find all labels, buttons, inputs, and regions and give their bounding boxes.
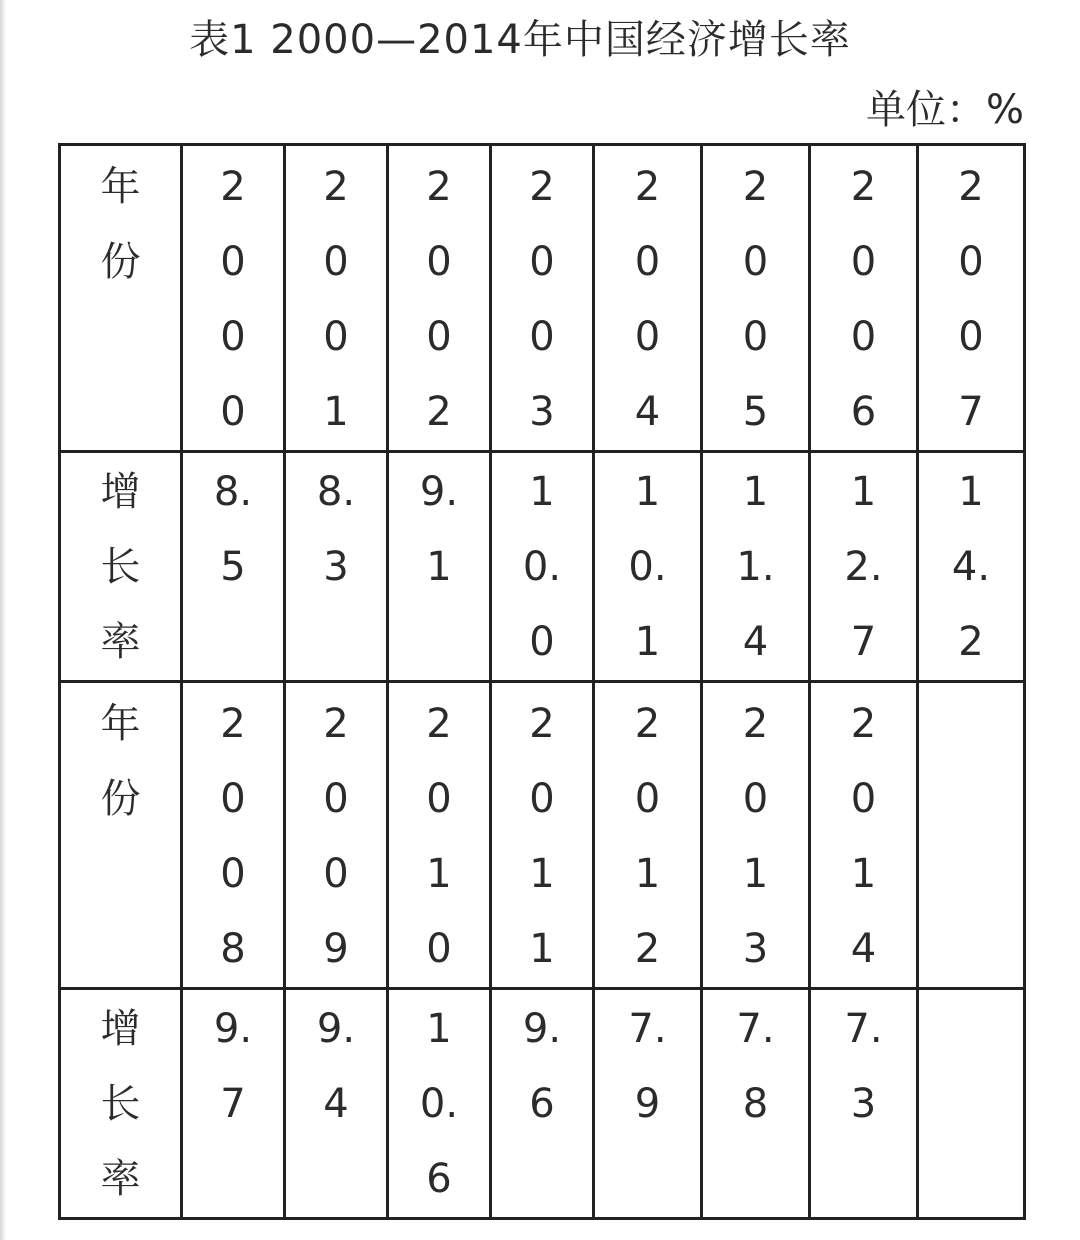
table-title: 表1 2000—2014年中国经济增长率 bbox=[189, 17, 851, 63]
year-cell: 2 0 0 9 bbox=[285, 682, 388, 989]
page-edge-shadow bbox=[0, 0, 6, 1240]
growth-rate-cell: 9. 6 bbox=[491, 989, 594, 1219]
growth-rate-cell: 1 0. 0 bbox=[491, 452, 594, 682]
growth-rate-cell: 9. 7 bbox=[182, 989, 285, 1219]
year-cell: 2 0 0 3 bbox=[491, 145, 594, 452]
growth-rate-table bbox=[58, 143, 1026, 1220]
growth-rate-cell: 7. 3 bbox=[810, 989, 918, 1219]
growth-rate-header-cell: 增 长 率 bbox=[60, 989, 182, 1219]
year-cell: 2 0 0 7 bbox=[918, 145, 1025, 452]
year-row bbox=[60, 682, 1025, 989]
growth-rate-cell: 7. 8 bbox=[702, 989, 810, 1219]
growth-rate-cell: 1 2. 7 bbox=[810, 452, 918, 682]
year-cell: 2 0 0 2 bbox=[388, 145, 491, 452]
growth-rate-cell: 1 0. 1 bbox=[594, 452, 702, 682]
year-header-cell: 年 份 bbox=[60, 145, 182, 452]
year-cell: 2 0 0 8 bbox=[182, 682, 285, 989]
year-header-cell: 年 份 bbox=[60, 682, 182, 989]
year-cell: 2 0 0 4 bbox=[594, 145, 702, 452]
year-cell: 2 0 0 0 bbox=[182, 145, 285, 452]
year-row bbox=[60, 145, 1025, 452]
year-cell: 2 0 1 2 bbox=[594, 682, 702, 989]
growth-rate-cell: 1 1. 4 bbox=[702, 452, 810, 682]
year-cell: 2 0 1 1 bbox=[491, 682, 594, 989]
year-cell: 2 0 0 1 bbox=[285, 145, 388, 452]
growth-rate-header-cell: 增 长 率 bbox=[60, 452, 182, 682]
growth-rate-row bbox=[60, 989, 1025, 1219]
growth-rate-cell: 8. 3 bbox=[285, 452, 388, 682]
growth-rate-row bbox=[60, 452, 1025, 682]
growth-rate-cell: 9. 1 bbox=[388, 452, 491, 682]
growth-rate-cell: 7. 9 bbox=[594, 989, 702, 1219]
year-cell: 2 0 1 0 bbox=[388, 682, 491, 989]
growth-rate-cell bbox=[918, 989, 1025, 1219]
growth-rate-cell: 9. 4 bbox=[285, 989, 388, 1219]
year-cell: 2 0 0 6 bbox=[810, 145, 918, 452]
growth-rate-cell: 1 4. 2 bbox=[918, 452, 1025, 682]
year-cell bbox=[918, 682, 1025, 989]
growth-rate-cell: 8. 5 bbox=[182, 452, 285, 682]
year-cell: 2 0 1 4 bbox=[810, 682, 918, 989]
growth-rate-cell: 1 0. 6 bbox=[388, 989, 491, 1219]
year-cell: 2 0 1 3 bbox=[702, 682, 810, 989]
unit-label: 单位：% bbox=[865, 87, 1024, 133]
year-cell: 2 0 0 5 bbox=[702, 145, 810, 452]
